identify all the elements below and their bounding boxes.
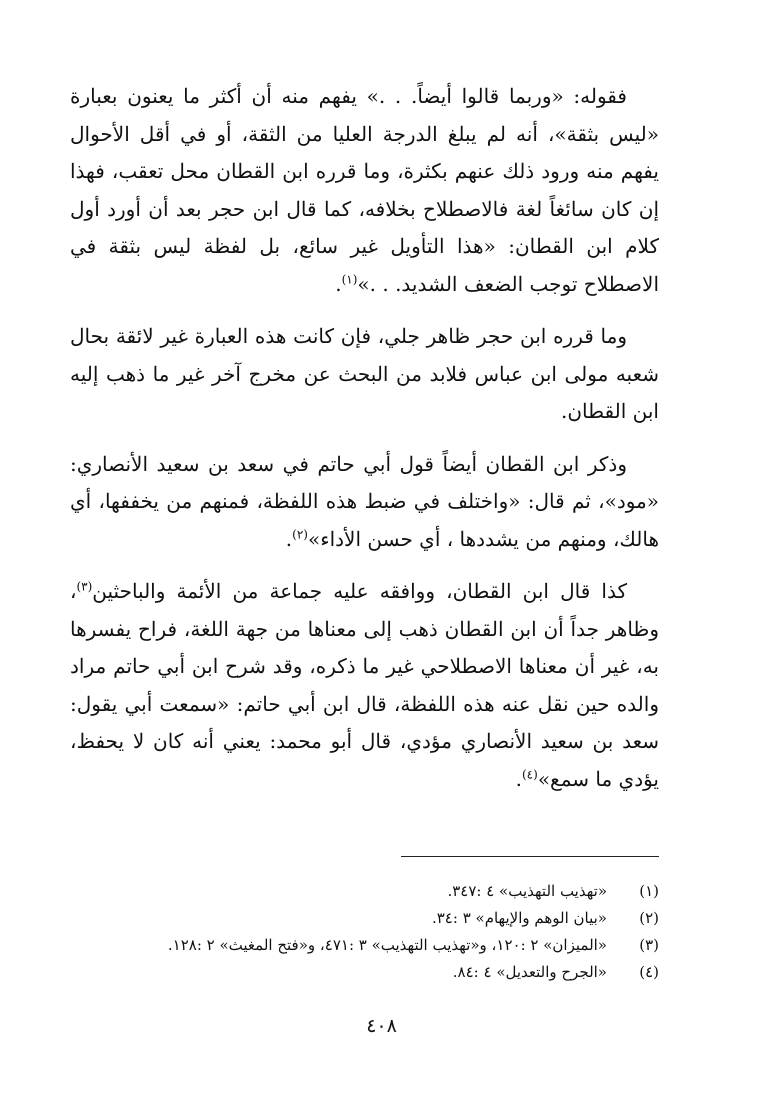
footnote-number: (٣) [639, 936, 659, 954]
footnote-3 [70, 932, 659, 959]
footnote-text: «الميزان» ٢ :١٢٠، و«تهذيب التهذيب» ٣ :٤٧١، و«فتح المغيث» ٢ :١٢٨. [167, 936, 607, 954]
paragraph-2: وما قرره ابن حجر ظاهر جلي، فإن كانت هذه العبارة غير لائقة بحال شعبه مولى ابن عباس فلابد من البحث عن مخرج آخر غير ما ذهب إليه ابن القطان. [70, 324, 659, 423]
footnote-2 [70, 905, 659, 932]
footnote-number: (٤) [639, 963, 659, 981]
paragraph-3 [70, 446, 659, 559]
footnote-text: «بيان الوهم والإيهام» ٣ :٣٤. [431, 909, 607, 927]
footnote-4 [70, 959, 659, 986]
paragraph-4-text-b: ، وظاهر جداً أن ابن القطان ذهب إلى معناها من جهة اللغة، فراح يفسرها به، غير أن معناها الاصطلاحي غير ما ذكره، وقد شرح ابن أبي حاتم مراد والده حين نقل عنه هذه اللفظة، قال ابن أبي حاتم: «سمعت أبي يقول: سعد بن سعيد الأنصاري مؤدي، قال أبو محمد: يعني أنه كان لا يحفظ، يؤدي ما سمع» [70, 579, 659, 791]
paragraph-4-text-a: كذا قال ابن القطان، ووافقه عليه جماعة من الأئمة والباحثين [92, 579, 627, 603]
paragraph-1-text: فقوله: «وربما قالوا أيضاً. . .» يفهم منه أن أكثر ما يعنون بعبارة «ليس بثقة»، أنه لم يبلغ الدرجة العليا من الثقة، أو في أقل الأحوال يفهم منه ورود ذلك عنهم بكثرة، وما قرره ابن القطان محل تعقب، فهذا إن كان سائغاً لغة فالاصطلاح بخلافه، كما قال ابن حجر بعد أن أورد أول كلام ابن القطان: «هذا التأويل غير سائع، بل لفظة ليس بثقة في الاصطلاح توجب الضعف الشديد. . .» [70, 84, 659, 296]
footnote-separator [401, 856, 659, 857]
footnote-number: (٢) [639, 909, 659, 927]
footnote-text: «تهذيب التهذيب» ٤ :٣٤٧. [447, 882, 607, 900]
page-number: ٤٠٨ [366, 1015, 397, 1037]
footnote-text: «الجرح والتعديل» ٤ :٨٤. [452, 963, 607, 981]
paragraph-3-text: وذكر ابن القطان أيضاً قول أبي حاتم في سعد بن سعيد الأنصاري: «مود»، ثم قال: «واختلف في ضبط هذه اللفظة، فمنهم من يخففها، أي هالك، ومنهم من يشددها ، أي حسن الأداء» [70, 451, 659, 551]
footnote-ref-2: (٢) [292, 526, 308, 541]
footnote-ref-4: (٤) [521, 766, 538, 781]
footnote-number: (١) [639, 882, 659, 900]
paragraph-4-end: . [515, 766, 522, 791]
footnotes-list [70, 878, 659, 986]
main-text [70, 78, 659, 798]
footnote-ref-1: (١) [341, 271, 358, 286]
footnote-ref-3: (٣) [76, 579, 93, 594]
paragraph-1-end: . [335, 271, 342, 296]
paragraph-3-end: . [285, 526, 293, 551]
paragraph-1 [70, 78, 659, 303]
paragraph-4 [70, 573, 659, 798]
footnote-1 [70, 878, 659, 905]
